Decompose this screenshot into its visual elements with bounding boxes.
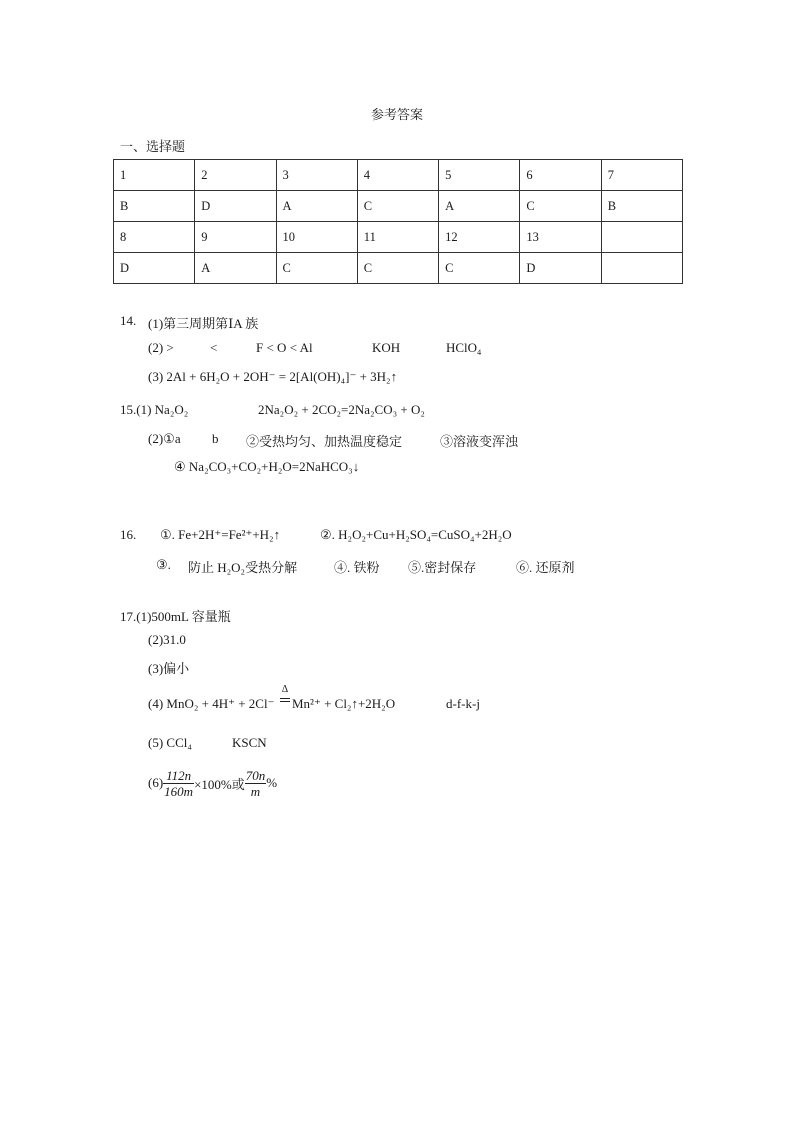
page-title: 参考答案 [370,107,423,122]
table-cell: C [357,253,438,284]
q17-answer-6-label: (6) [148,775,164,790]
q14-answer-2d: KOH [372,340,401,355]
q14-answer-2a: (2) > [148,340,174,355]
table-row [114,222,683,253]
fraction-denominator: 160m [164,783,194,799]
q14-answer-2e: HClO$_4$ [446,340,482,357]
q17-answer-4-order: d-f-k-j [446,696,480,711]
table-cell: A [195,253,276,284]
q17-answer-4-equation-left: (4) MnO₂ + 4H⁺ + 2Cl⁻ [148,696,275,711]
table-cell [601,253,682,284]
q16-answer-5: ⑤.密封保存 [408,560,477,575]
fraction-denominator: m [250,783,261,799]
q15-answer-1: 15.(1) Na₂O₂ [120,402,189,417]
table-cell: C [357,191,438,222]
table-cell: 11 [357,222,438,253]
table-cell: D [195,191,276,222]
table-cell: C [276,253,357,284]
table-cell: 6 [520,160,601,191]
fraction-numerator: 70n [245,767,266,783]
q16-answer-6: ⑥. 还原剂 [516,560,575,575]
table-cell: 10 [276,222,357,253]
q17-answer-4-equation-right: Mn²⁺ + Cl₂↑+2H₂O [292,696,396,711]
q15-answer-2c: ②受热均匀、加热温度稳定 [246,434,403,449]
table-cell: D [520,253,601,284]
q15-answer-2e-equation: ④ Na₂CO₃+CO₂+H₂O=2NaHCO₃↓ [174,459,360,474]
q16-answer-2: ②. H₂O₂+Cu+H₂SO₄=CuSO₄+2H₂O [320,527,512,542]
table-row [114,253,683,284]
fraction [245,768,267,799]
table-cell: 8 [114,222,195,253]
q16-answer-4: ④. 铁粉 [334,560,380,575]
table-cell [601,222,682,253]
table-row [114,160,683,191]
table-cell: 7 [601,160,682,191]
q17-answer-3: (3)偏小 [148,661,190,676]
table-cell: 9 [195,222,276,253]
table-cell: D [114,253,195,284]
fraction [163,768,194,799]
table-cell: 2 [195,160,276,191]
q16-answer-3: 防止 H₂O₂受热分解 [188,560,298,575]
equals-bar [280,698,290,699]
q17-answer-6-middle: ×100%或 [194,776,245,792]
table-cell: 3 [276,160,357,191]
table-cell: 1 [114,160,195,191]
table-cell: 5 [439,160,520,191]
table-cell: A [276,191,357,222]
q17-answer-1: 17.(1)500mL 容量瓶 [120,609,231,624]
q14-label: 14. [120,313,137,328]
table-row [114,191,683,222]
delta-heat-symbol: Δ [281,684,289,695]
table-cell: 12 [439,222,520,253]
q16-answer-1: ①. Fe+2H⁺=Fe²⁺+H₂↑ [160,527,281,542]
fraction-numerator: 112n [163,768,194,784]
q17-answer-6-end: % [266,775,278,790]
q17-answer-5a: (5) CCl₄ [148,735,192,750]
q15-answer-1-equation: 2Na₂O₂ + 2CO₂=2Na₂CO₃ + O₂ [258,402,425,417]
table-cell: B [601,191,682,222]
table-cell: 4 [357,160,438,191]
table-cell: C [520,191,601,222]
table-cell: C [439,253,520,284]
q15-answer-2a: (2)①a [148,431,181,446]
q17-answer-2: (2)31.0 [148,632,186,647]
q16-label: 16. [120,527,137,542]
q15-answer-2d: ③溶液变浑浊 [440,434,519,449]
q15-answer-2b: b [212,431,219,446]
section-heading-multiple-choice: 一、选择题 [120,139,186,154]
q17-answer-5b: KSCN [232,735,267,750]
q14-answer-3-equation: (3) 2Al + 6H₂O + 2OH⁻ = 2[Al(OH)₄]⁻ + 3H₂↑ [148,369,398,384]
table-cell: B [114,191,195,222]
q14-answer-2b: < [210,340,218,355]
q14-answer-1: (1)第三周期第ⅠA 族 [148,316,259,331]
table-cell: 13 [520,222,601,253]
q17-answer-6 [148,763,277,803]
equals-bar [280,701,290,702]
q14-answer-2c: F < O < Al [256,340,313,355]
answer-table [113,159,683,284]
q16-answer-3-label: ③. [156,557,171,572]
table-cell: A [439,191,520,222]
